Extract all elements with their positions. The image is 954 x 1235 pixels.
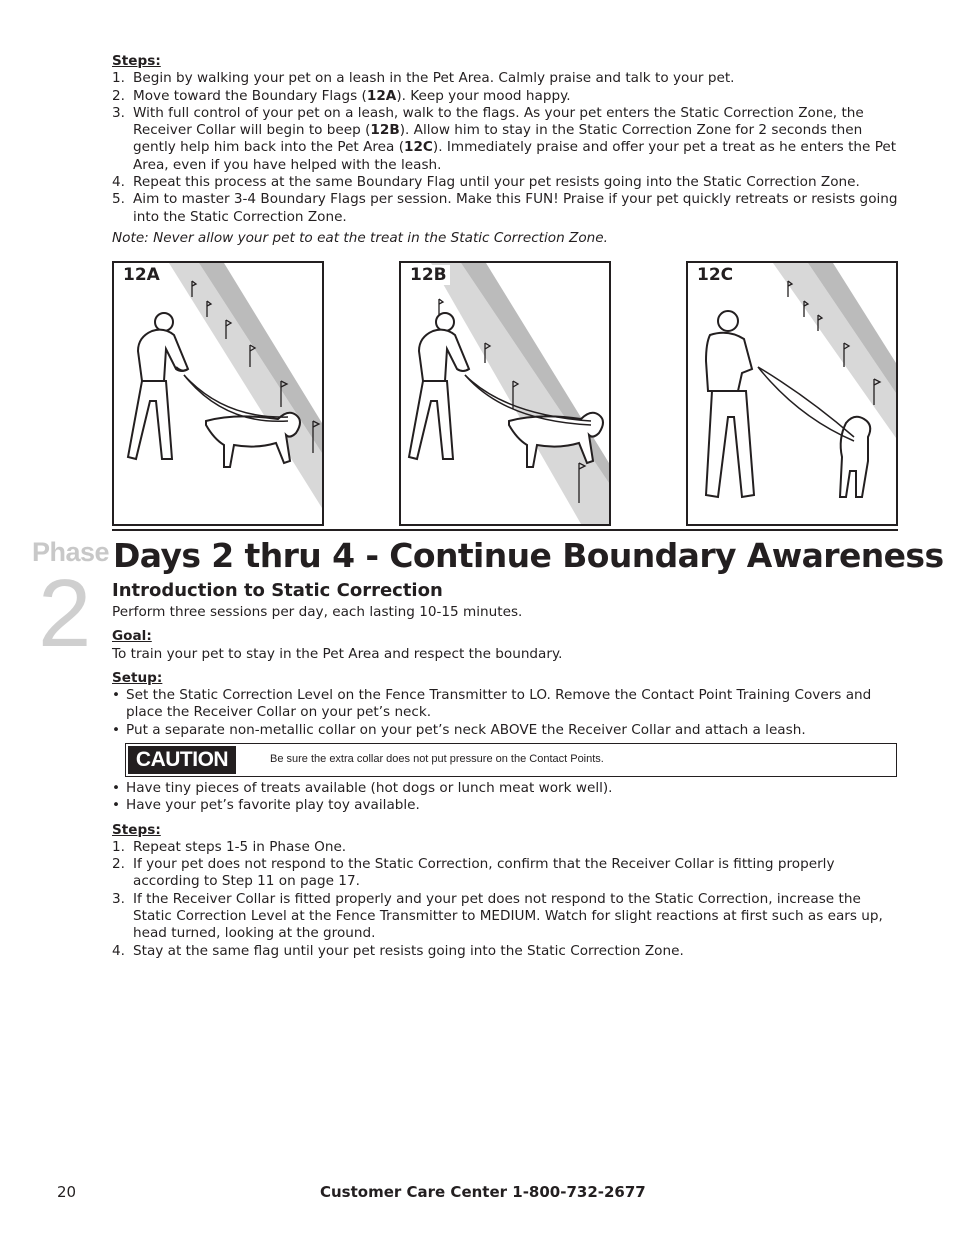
extra-list [112, 780, 902, 815]
figure-12c [686, 261, 898, 526]
figure-12b [399, 261, 611, 526]
list-item: • Set the Static Correction Level on the Fence Transmitter to LO. Remove the Contact Point Training Covers and place the Receiver Collar on your pet’s neck. [112, 687, 872, 721]
bullet: • [112, 687, 121, 704]
step-item: 3. With full control of your pet on a leash, walk to the flags. As your pet enters the Static Correction Zone, the Receiver Collar will begin to beep (12B). Allow him to stay in the Static Correction Zone for 2 seconds then gently help him back into the Pet Area (12C). Immediately praise and offer your pet a treat as he enters the Pet Area, even if you have helped with the leash. [112, 104, 897, 173]
step-item: 5. Aim to master 3-4 Boundary Flags per session. Make this FUN! Praise if your pet quickly retreats or resists going into the Static Correction Zone. [112, 191, 898, 225]
list-item: • Have your pet’s favorite play toy available. [112, 797, 420, 814]
bullet: • [112, 780, 121, 796]
step-item: 1. Begin by walking your pet on a leash in the Pet Area. Calmly praise and talk to your pet. [112, 70, 735, 87]
figure-ref: 12C [404, 139, 433, 156]
goal-heading: Goal: [112, 628, 152, 645]
caution-box [125, 743, 897, 777]
figure-ref: 12B [370, 122, 400, 139]
list-item: • Put a separate non-metallic collar on your pet’s neck ABOVE the Receiver Collar and attach a leash. [112, 721, 806, 738]
phase-number: 2 [38, 560, 92, 667]
lower-content [112, 780, 902, 960]
illustration-person-dog-leash [114, 263, 322, 524]
figure-ref: 12A [366, 87, 397, 104]
footer-contact: Customer Care Center 1-800-732-2677 [320, 1183, 646, 1201]
steps-heading: Steps: [112, 821, 161, 838]
figure-label: 12B [407, 265, 450, 285]
bottom-steps-list [112, 839, 902, 960]
step-item: 1. Repeat steps 1-5 in Phase One. [112, 838, 347, 855]
intro-text: Perform three sessions per day, each lasting 10-15 minutes. [112, 604, 523, 620]
step-item: 3. If the Receiver Collar is fitted properly and your pet does not respond to the Static Correction, increase the Static Correction Level at the Fence Transmitter to MEDIUM. Watch for slight reactions at first such as ears up, head turned, looking at the ground. [112, 890, 883, 942]
top-steps-list [112, 70, 902, 226]
section-divider [112, 529, 898, 531]
caution-text: Be sure the extra collar does not put pressure on the Contact Points. [270, 753, 604, 765]
figure-12a [112, 261, 324, 526]
figure-label: 12A [120, 265, 163, 285]
steps-heading: Steps: [112, 53, 161, 69]
phase-label: Phase [32, 537, 110, 567]
setup-list [112, 687, 902, 739]
main-content [112, 604, 902, 739]
top-steps-section [112, 53, 902, 247]
step-item: 4. Stay at the same flag until your pet resists going into the Static Correction Zone. [112, 942, 684, 959]
illustration-person-dog-pet-area [688, 263, 896, 524]
goal-text: To train your pet to stay in the Pet Area and respect the boundary. [112, 645, 563, 662]
figure-label: 12C [694, 265, 736, 285]
section-heading: Introduction to Static Correction [112, 580, 443, 601]
list-item: • Have tiny pieces of treats available (hot dogs or lunch meat work well). [112, 780, 613, 796]
step-item: 2. If your pet does not respond to the Static Correction, confirm that the Receiver Collar is fitting properly according to Step 11 on page 17. [112, 856, 835, 890]
caution-badge: CAUTION [128, 746, 236, 774]
page-number: 20 [57, 1183, 77, 1201]
note-text: Note: Never allow your pet to eat the treat in the Static Correction Zone. [112, 229, 608, 246]
step-item: 4. Repeat this process at the same Boundary Flag until your pet resists going into the Static Correction Zone. [112, 174, 860, 191]
page-title: Days 2 thru 4 - Continue Boundary Awareness [113, 536, 944, 575]
bullet: • [112, 721, 121, 738]
step-item: 2. Move toward the Boundary Flags (12A). Keep your mood happy. [112, 87, 571, 104]
bullet: • [112, 797, 121, 814]
illustration-person-dog-in-zone [401, 263, 609, 524]
setup-heading: Setup: [112, 669, 163, 686]
